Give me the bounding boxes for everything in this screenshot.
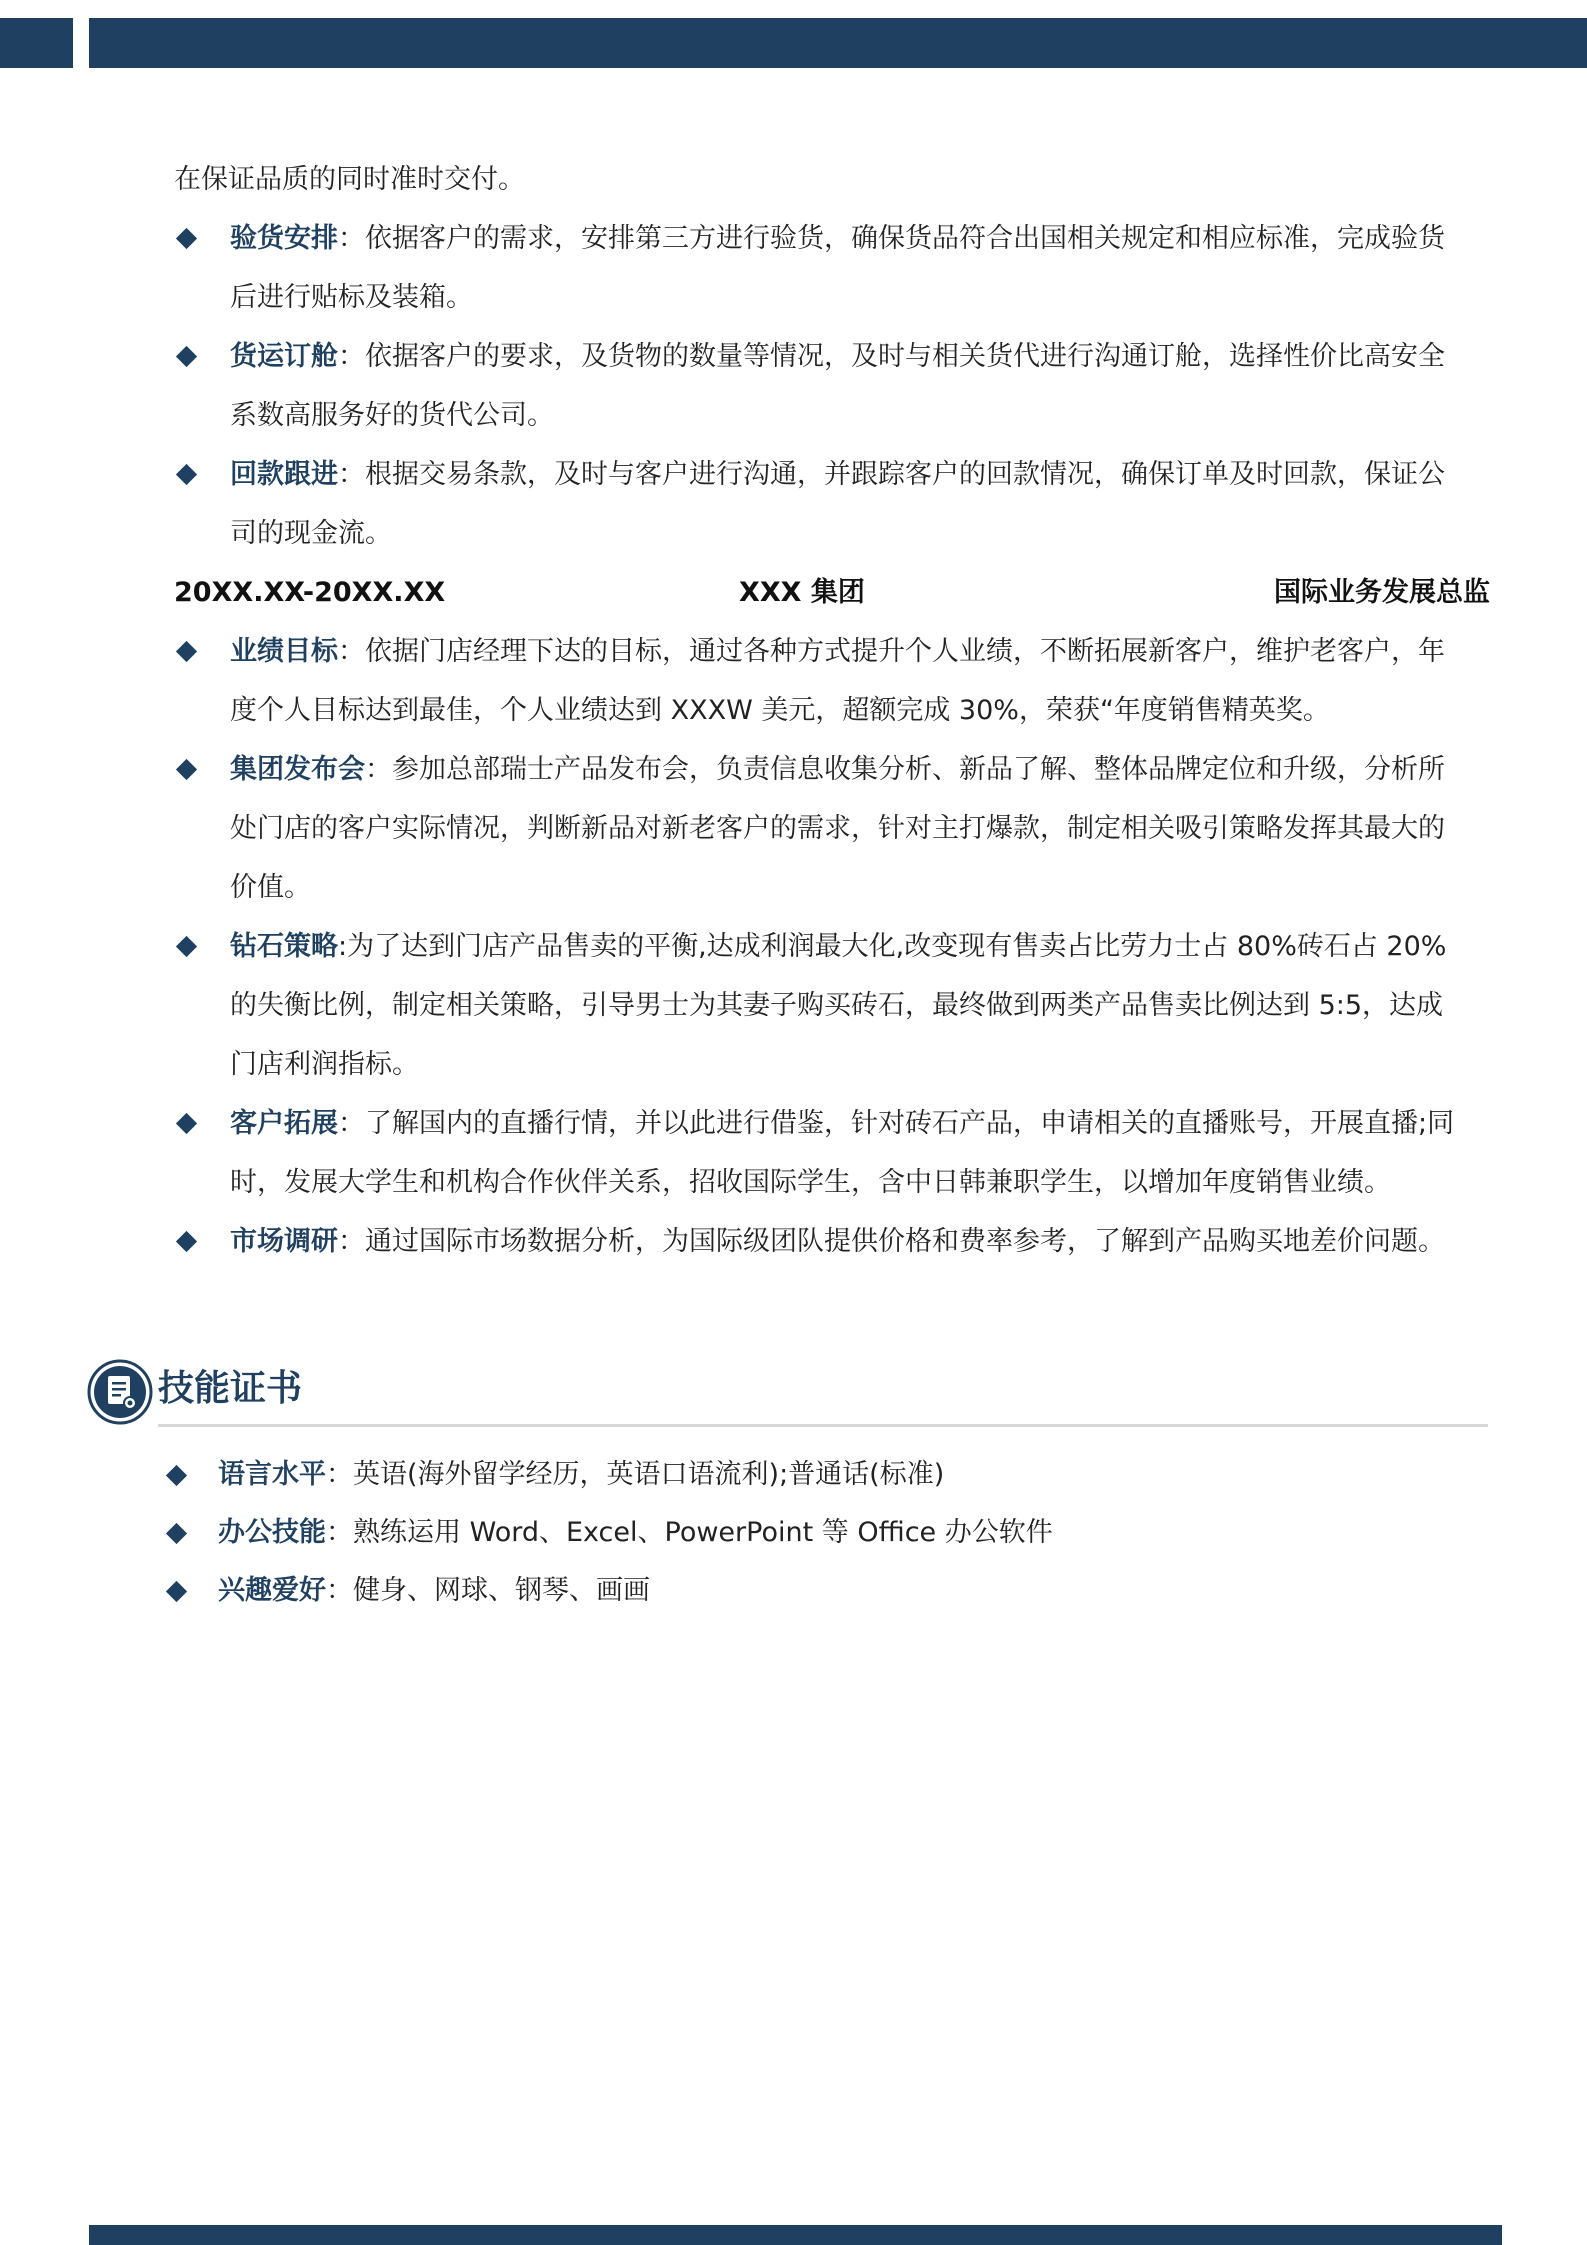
diamond-bullet-icon — [166, 1465, 187, 1486]
diamond-bullet-icon — [176, 1231, 197, 1252]
bullet-text: ：依据客户的要求，及货物的数量等情况，及时与相关货代进行沟通订舱，选择性价比高安全 — [338, 341, 1445, 372]
bullet-label: 业绩目标 — [230, 636, 338, 667]
skill-item — [163, 1446, 1463, 1504]
skills-section-header — [86, 1358, 1488, 1428]
bullet-text: 度个人目标达到最佳，个人业绩达到 XXXW 美元，超额完成 30%，荣获“年度销售精英奖。 — [230, 695, 1330, 726]
diamond-bullet-icon — [176, 936, 197, 957]
bullet-label: 集团发布会 — [230, 754, 365, 785]
diamond-bullet-icon — [176, 464, 197, 485]
job-date: 20XX.XX-20XX.XX — [174, 577, 446, 608]
bullet-label: 钻石策略 — [230, 931, 338, 962]
bullet-label: 回款跟进 — [230, 459, 338, 490]
bullet-item — [174, 1212, 1500, 1271]
bullet-item — [174, 917, 1500, 1094]
section-divider — [158, 1424, 1488, 1427]
bullet-item — [174, 740, 1500, 917]
section-title: 技能证书 — [158, 1368, 303, 1409]
bottom-footer-bar — [89, 2225, 1502, 2245]
experience-content — [174, 150, 1500, 1271]
bullet-text: 时，发展大学生和机构合作伙伴关系，招收国际学生，含中日韩兼职学生，以增加年度销售业绩。 — [230, 1167, 1391, 1198]
skill-text: ：健身、网球、钢琴、画画 — [326, 1575, 650, 1606]
top-accent-block — [0, 18, 73, 68]
bullet-text: 处门店的客户实际情况，判断新品对新老客户的需求，针对主打爆款，制定相关吸引策略发挥其最大的 — [230, 813, 1445, 844]
skill-label: 兴趣爱好 — [218, 1575, 326, 1606]
bullet-label: 市场调研 — [230, 1226, 338, 1257]
diamond-bullet-icon — [166, 1581, 187, 1602]
job-company: XXX 集团 — [739, 577, 865, 608]
diamond-bullet-icon — [166, 1523, 187, 1544]
diamond-bullet-icon — [176, 759, 197, 780]
skill-label: 办公技能 — [218, 1517, 326, 1548]
skills-list — [163, 1446, 1463, 1620]
top-header-bar — [89, 18, 1587, 68]
bullet-item — [174, 209, 1500, 327]
bullet-text: ：了解国内的直播行情，并以此进行借鉴，针对砖石产品，申请相关的直播账号，开展直播;同 — [338, 1108, 1455, 1139]
skill-item — [163, 1504, 1463, 1562]
skill-text: ：熟练运用 Word、Excel、PowerPoint 等 Office 办公软件 — [326, 1517, 1053, 1548]
diamond-bullet-icon — [176, 641, 197, 662]
bullet-text: 的失衡比例，制定相关策略，引导男士为其妻子购买砖石，最终做到两类产品售卖比例达到 5:5，达成 — [230, 990, 1444, 1021]
bullet-item — [174, 1094, 1500, 1212]
bullet-text: 价值。 — [230, 872, 311, 903]
bullet-text: ：依据客户的需求，安排第三方进行验货，确保货品符合出国相关规定和相应标准，完成验货 — [338, 223, 1445, 254]
bullet-label: 货运订舱 — [230, 341, 338, 372]
bullet-text: ：根据交易条款，及时与客户进行沟通，并跟踪客户的回款情况，确保订单及时回款，保证公 — [338, 459, 1445, 490]
bullet-item — [174, 622, 1500, 740]
job-title: 国际业务发展总监 — [1274, 577, 1490, 608]
job-header — [174, 563, 1500, 622]
continued-text: 在保证品质的同时准时交付。 — [174, 164, 525, 195]
bullet-text: ：参加总部瑞士产品发布会，负责信息收集分析、新品了解、整体品牌定位和升级，分析所 — [365, 754, 1445, 785]
bullet-text: :为了达到门店产品售卖的平衡,达成利润最大化,改变现有售卖占比劳力士占 80%砖石占 20% — [338, 931, 1447, 962]
bullet-text: 系数高服务好的货代公司。 — [230, 400, 554, 431]
certificate-icon — [86, 1358, 154, 1426]
bullet-item — [174, 445, 1500, 563]
diamond-bullet-icon — [176, 1113, 197, 1134]
skill-text: ：英语(海外留学经历，英语口语流利);普通话(标准) — [326, 1459, 945, 1490]
diamond-bullet-icon — [176, 346, 197, 367]
bullet-text: 后进行贴标及装箱。 — [230, 282, 473, 313]
diamond-bullet-icon — [176, 228, 197, 249]
skill-label: 语言水平 — [218, 1459, 326, 1490]
bullet-label: 验货安排 — [230, 223, 338, 254]
bullet-text: 门店利润指标。 — [230, 1049, 419, 1080]
bullet-item — [174, 327, 1500, 445]
bullet-text: 司的现金流。 — [230, 518, 392, 549]
bullet-text: ：依据门店经理下达的目标，通过各种方式提升个人业绩，不断拓展新客户，维护老客户，年 — [338, 636, 1445, 667]
skill-item — [163, 1562, 1463, 1620]
bullet-text: ：通过国际市场数据分析，为国际级团队提供价格和费率参考，了解到产品购买地差价问题。 — [338, 1226, 1445, 1257]
bullet-label: 客户拓展 — [230, 1108, 338, 1139]
